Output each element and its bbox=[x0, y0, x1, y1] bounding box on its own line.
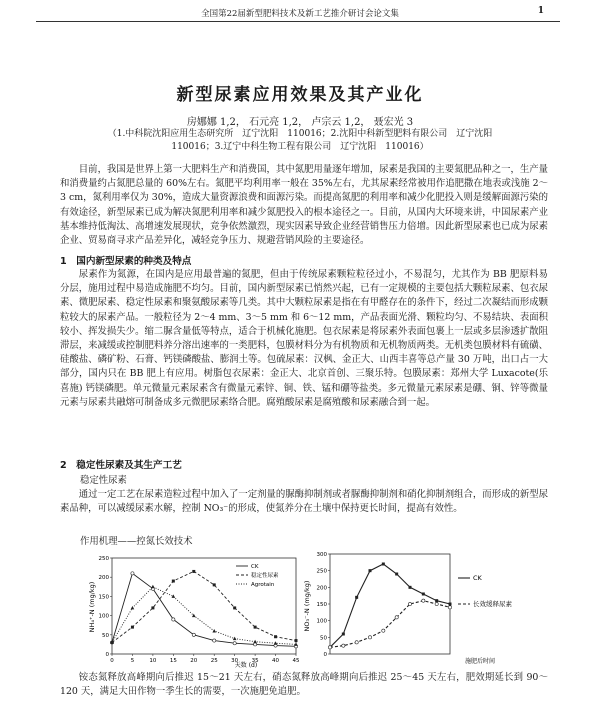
figL-point bbox=[172, 580, 175, 583]
page-number: 1 bbox=[537, 6, 544, 16]
figR-ytick-label: 50 bbox=[320, 635, 327, 642]
figR-point bbox=[395, 616, 398, 619]
figR-point bbox=[449, 603, 452, 606]
figL-xtick-label: 45 bbox=[292, 658, 300, 664]
figL-point bbox=[253, 640, 257, 644]
author-list: 房娜娜 1,2， 石元亮 1,2， 卢宗云 1,2， 聂宏光 3 bbox=[186, 117, 414, 128]
figR-point bbox=[422, 599, 425, 602]
figR-series-line-1 bbox=[330, 601, 450, 648]
figR-point bbox=[369, 569, 372, 572]
figL-point bbox=[233, 606, 236, 609]
figL-xtick-label: 10 bbox=[149, 658, 157, 664]
nh4-ylabel: NH₄⁺-N (mg/kg) bbox=[88, 581, 96, 633]
intro-paragraph bbox=[60, 163, 548, 248]
figR-legend-label: 长效缓释尿素 bbox=[473, 600, 512, 608]
figR-point bbox=[448, 606, 451, 609]
figL-point bbox=[233, 642, 236, 645]
figL-xtick-label: 15 bbox=[169, 658, 177, 664]
running-title: 全国第22届新型肥料技术及新工艺推介研讨会论文集 bbox=[201, 9, 399, 19]
figL-ytick-label: 150 bbox=[98, 594, 109, 601]
section-2-subheading: 稳定性尿素 bbox=[80, 475, 127, 486]
figL-xtick-label: 0 bbox=[110, 658, 114, 664]
figR-point bbox=[382, 563, 385, 566]
figR-point bbox=[355, 641, 358, 644]
figL-point bbox=[151, 585, 155, 589]
figR-point bbox=[422, 593, 425, 596]
figL-point bbox=[192, 633, 195, 636]
figL-xtick-label: 5 bbox=[130, 658, 135, 664]
section-1-text: 尿素作为氮源，在国内是应用最普遍的氮肥，但由于传统尿素颗粒粒径过小，不易混匀，尤其作为 BB 肥原料易分层，施用过程中易造成施肥不均匀。目前，国内新型尿素已悄然兴起，已有一定规模的主要包括大颗粒尿素、包衣尿素、微肥尿素、稳定性尿素和聚氨酸尿素等几类。其中大颗粒尿素是指在有甲醛存在的条件下，经过二次凝结而形成颗粒较大的尿素产品。一般粒径为 2～4 mm、3～5 mm 和 6～12 mm，产品表面光滑、颗粒均匀、不易结块、表面积较小、挥发损失少。缩二脲含量低等特点，适合于机械化施肥。包衣尿素是将尿素外表面包裹上一层或多层渗透扩散阻滞层，来减缓或控制肥料养分溶出速率的一类肥料，包膜材料分为有机物质和无机物质两类。无机类包膜材料有硫磺、硅酸盐、磷矿粉、石膏、钙镁磷酸盐、膨润土等。包硫尿素：汉枫、金正大、山西丰喜等总产量 30 万吨，出口占一大部分，国内只在 BB 肥上有应用。树脂包衣尿素：金正大、北京首创、三聚乐特。包膜尿素：郑州大学 Luxacote(乐喜施) 钙镁磷肥。单元微量元素尿素含有微量元素锌、铜、铁、锰和硼等盐类。多元微量元素尿素是硼、铜、锌等微量元素与尿素共融熔可制备成多元微肥尿素络合肥。腐殖酸尿素是腐殖酸和尿素融合到一起。 bbox=[60, 269, 548, 408]
header-rule bbox=[36, 21, 560, 22]
section-1-heading: 1 国内新型尿素的种类及特点 bbox=[60, 256, 192, 267]
figR-point bbox=[342, 633, 345, 636]
figL-point bbox=[295, 639, 298, 642]
figL-xtick-label: 30 bbox=[231, 658, 239, 664]
nh4-xlabel: 天数 (d) bbox=[234, 662, 258, 669]
figR-ytick-label: 150 bbox=[316, 602, 327, 608]
figR-ytick-label: 250 bbox=[316, 568, 327, 575]
section-2-body bbox=[60, 488, 548, 516]
figL-xtick-label: 20 bbox=[190, 658, 198, 664]
figL-xtick-label: 25 bbox=[210, 658, 218, 664]
figL-xtick-label: 40 bbox=[272, 658, 280, 664]
figR-point bbox=[435, 602, 438, 605]
running-header bbox=[0, 4, 600, 22]
caption-text: 铵态氮释放高峰期向后推迟 15～21 天左右，硝态氮释放高峰期向后推迟 25～45 天左右，肥效期延长到 90～120 天，满足大田作物一季生长的需要，一次施肥免追肥。 bbox=[60, 672, 548, 698]
figR-point bbox=[328, 646, 331, 649]
figL-xtick-label: 35 bbox=[251, 658, 259, 664]
figR-point bbox=[409, 586, 412, 589]
nh4-release-chart bbox=[86, 552, 306, 670]
figR-ytick-label: 0 bbox=[323, 652, 327, 658]
affiliation-line-2: 110016；3.辽宁中科生物工程有限公司 辽宁沈阳 110016） bbox=[171, 142, 429, 152]
figR-point bbox=[368, 636, 371, 639]
figL-point bbox=[254, 626, 257, 629]
figR-ytick-label: 100 bbox=[316, 618, 327, 625]
section-2-heading: 2 稳定性尿素及其生产工艺 bbox=[60, 460, 182, 471]
affiliation-line-1: （1.中科院沈阳应用生态研究所 辽宁沈阳 110016；2.沈阳中科新型肥料有限公司 辽宁沈阳 bbox=[107, 129, 493, 139]
figL-point bbox=[131, 606, 135, 610]
figR-point bbox=[342, 644, 345, 647]
no3-release-chart bbox=[300, 548, 520, 668]
figL-point bbox=[254, 643, 257, 646]
figL-ytick-label: 0 bbox=[105, 652, 109, 658]
figL-series-line-2 bbox=[112, 587, 296, 645]
figR-point bbox=[355, 596, 358, 599]
figR-ytick-label: 300 bbox=[316, 552, 327, 558]
figL-point bbox=[172, 618, 175, 621]
figL-point bbox=[151, 606, 154, 609]
figL-ytick-label: 250 bbox=[98, 556, 109, 562]
mechanism-label: 作用机理——控氮长效技术 bbox=[80, 536, 193, 547]
no3-ylabel: NO₃⁻-N (mg/kg) bbox=[303, 580, 311, 632]
section-2-text: 通过一定工艺在尿素造粒过程中加入了一定剂量的脲酶抑制剂或者脲酶抑制剂和硝化抑制剂组合，而形成的新型尿素品种，可以减缓尿素水解，控制 NO₃⁻的形成，使氮养分在土壤中保持更长时间，提高有效性。 bbox=[60, 489, 548, 515]
figR-point bbox=[382, 629, 385, 632]
figL-point bbox=[212, 629, 216, 633]
intro-text: 目前，我国是世界上第一大肥料生产和消费国，其中氮肥用量逐年增加，尿素是我国的主要氮肥品种之一，生产量和消费量约占氮肥总量的 60%左右。氮肥平均利用率一般在 35%左右，尤其尿素经常被用作追肥撒在地表或浅施 2～3 cm，氮利用率仅为 30%，造成大量资源浪费和面源污染。而提高氮肥的利用率和减少化肥投入则是缓解面源污染的有效途径，新型尿素已成为解决氮肥利用率和减少氮肥投入的根本途径之一。目前，从国内大环境来讲，中国尿素产业基本维持低淘汰、高增速发展现状，竞争依然激烈，现实因素导致企业经营销售压力倍增。因此新型尿素也已成为尿素企业、贸易商寻求产品差异化，减轻竞争压力、规避营销风险的主要途径。 bbox=[60, 164, 548, 247]
section-1-body bbox=[60, 268, 548, 410]
figL-ytick-label: 200 bbox=[98, 575, 109, 582]
figL-legend-label: Agrotain bbox=[251, 582, 275, 588]
paper-title: 新型尿素应用效果及其产业化 bbox=[176, 85, 424, 105]
figL-point bbox=[213, 639, 216, 642]
figL-point bbox=[131, 572, 134, 575]
figL-point bbox=[233, 637, 237, 641]
no3-sample-label: 施肥后时间 bbox=[465, 658, 496, 665]
figR-point bbox=[435, 599, 438, 602]
figL-point bbox=[213, 583, 216, 586]
figR-legend-label: CK bbox=[473, 574, 482, 582]
figL-point bbox=[274, 635, 277, 638]
figL-legend-label: CK bbox=[251, 564, 259, 570]
figL-legend-label: 稳定性尿素 bbox=[251, 573, 279, 579]
figR-ytick-label: 200 bbox=[316, 585, 327, 592]
figure-caption bbox=[60, 671, 548, 699]
figR-point bbox=[395, 573, 398, 576]
figR-series-line-0 bbox=[330, 564, 450, 647]
figR-point bbox=[408, 602, 411, 605]
figL-ytick-label: 50 bbox=[102, 632, 109, 639]
figL-point bbox=[131, 626, 134, 629]
figL-point bbox=[192, 570, 195, 573]
figL-ytick-label: 100 bbox=[98, 613, 109, 620]
